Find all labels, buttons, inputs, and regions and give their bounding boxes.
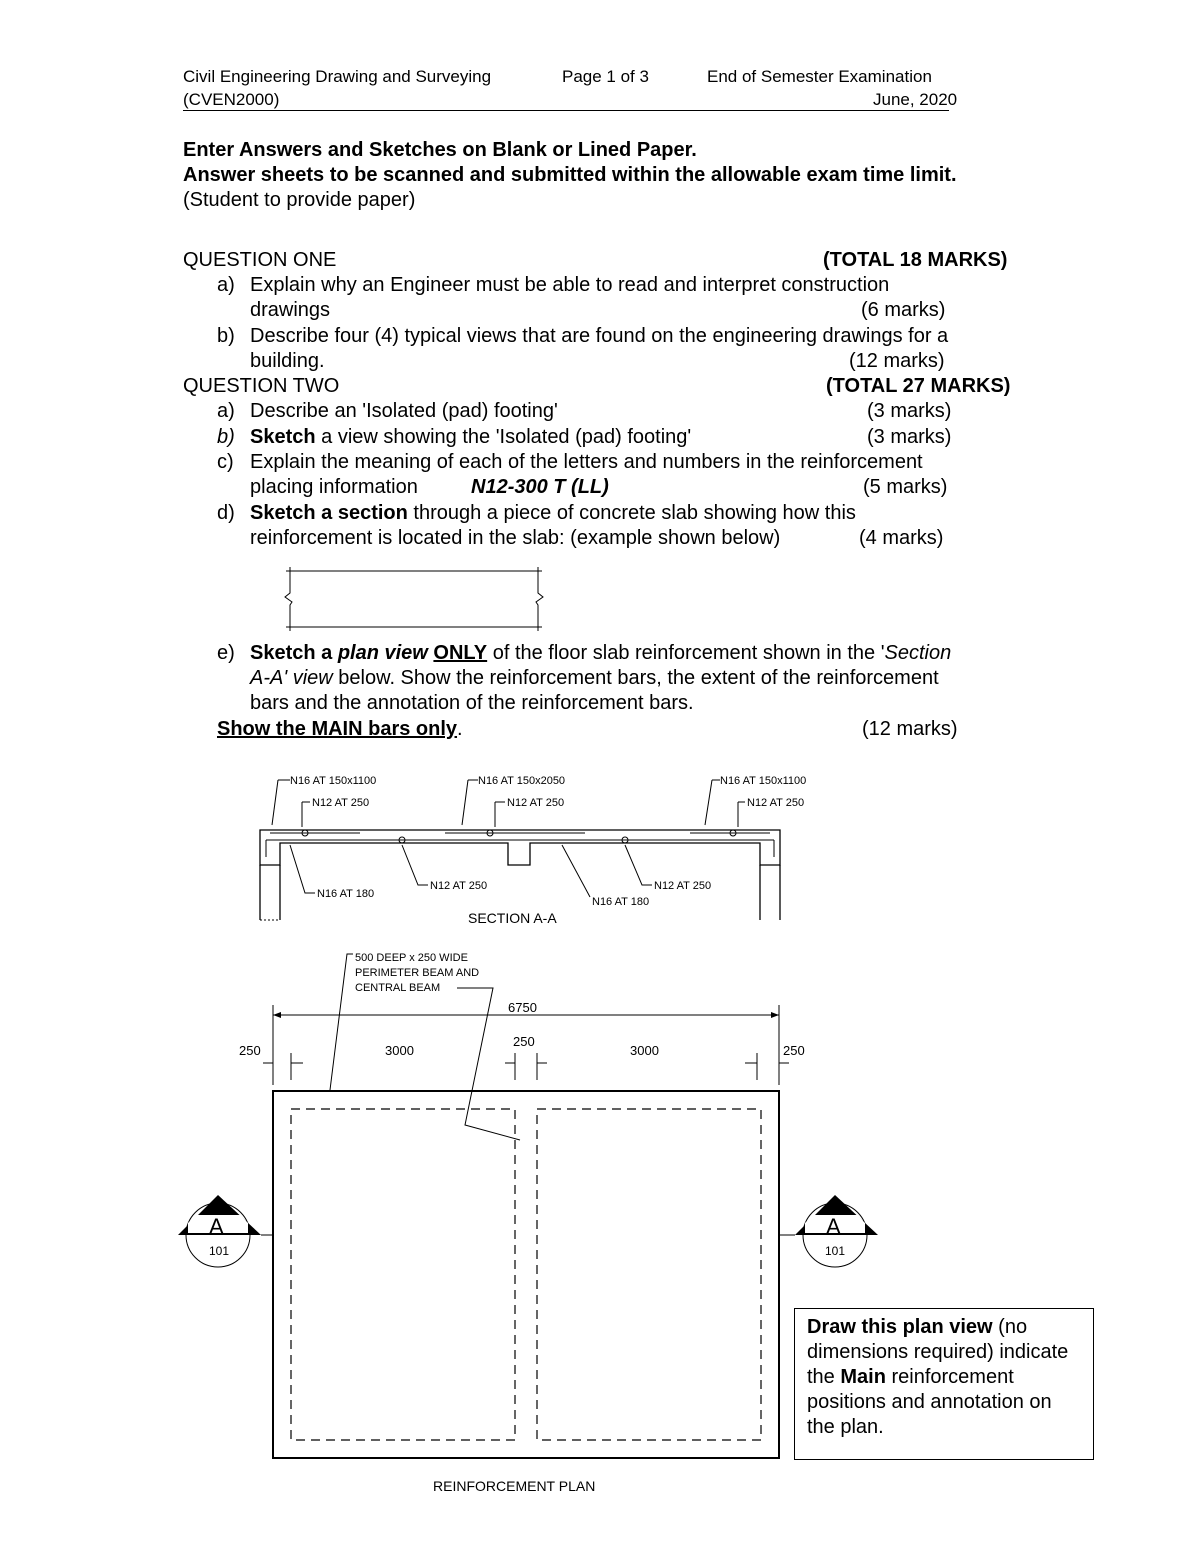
q2-e-show-main [217, 717, 463, 742]
section-marker-letter-left: A [209, 1214, 224, 1239]
q2-d-label: d) [217, 502, 235, 524]
q2-title: QUESTION TWO [183, 375, 340, 397]
q1-a-label: a) [217, 274, 235, 296]
show-main-bars: Show the MAIN bars only [217, 718, 458, 740]
q2-e-marks: (12 marks) [862, 718, 958, 740]
q1-a-line1: Explain why an Engineer must be able to read and interpret construction [250, 274, 890, 296]
note-text-2: reinforcement positions and annotation on the plan. [807, 1366, 1052, 1438]
reinforcement-plan-drawing [175, 945, 895, 1500]
course-title: Civil Engineering Drawing and Surveying [183, 67, 492, 86]
q2-e-italic1: Section [884, 642, 952, 664]
dim-total: 6750 [508, 1000, 537, 1015]
q2-e-italic2: A-A' view [250, 667, 333, 689]
instruction-line-1: Enter Answers and Sketches on Blank or Lined Paper. [183, 139, 697, 161]
section-label-top-6: N12 AT 250 [747, 797, 805, 809]
section-label-bottom-2: N12 AT 250 [430, 880, 488, 892]
header-rule [183, 110, 949, 111]
section-title: SECTION A-A [468, 910, 557, 926]
q2-e-text1: of the floor slab reinforcement shown in the ' [487, 642, 885, 664]
section-label-top-1: N16 AT 150x1100 [290, 775, 377, 787]
plan-note-box [794, 1308, 1094, 1460]
q2-e-bolditalic: plan view [337, 642, 428, 664]
instruction-line-2: Answer sheets to be scanned and submitted within the allowable exam time limit. [183, 164, 957, 186]
q1-b-label: b) [217, 325, 235, 347]
q2-c-line2: placing information [250, 476, 418, 498]
section-label-top-2: N12 AT 250 [312, 797, 370, 809]
note-bold-1: Draw this plan view [807, 1316, 993, 1338]
q1-b-line1: Describe four (4) typical views that are found on the engineering drawings for a [250, 325, 949, 347]
page-number: Page 1 of 3 [562, 67, 649, 86]
note-bold-2: Main [840, 1366, 886, 1388]
q2-d-line1: through a piece of concrete slab showing how this [407, 502, 856, 524]
q2-b-bold: Sketch [250, 426, 316, 448]
dim-mid-beam: 250 [513, 1034, 535, 1049]
q2-d-line2: reinforcement is located in the slab: (example shown below) [250, 527, 781, 549]
q1-total: (TOTAL 18 MARKS) [823, 249, 1008, 271]
q2-e-line1 [250, 641, 951, 666]
q2-d-marks: (4 marks) [859, 527, 944, 549]
q2-b-marks: (3 marks) [867, 426, 952, 448]
q1-a-line2: drawings [250, 299, 331, 321]
q2-a-marks: (3 marks) [867, 400, 952, 422]
q2-total: (TOTAL 27 MARKS) [826, 375, 1011, 397]
q1-a-marks: (6 marks) [861, 299, 946, 321]
note-text-1: (no dimensions required) indicate the [807, 1316, 1069, 1388]
q2-e-text2: below. Show the reinforcement bars, the extent of the reinforcement [332, 667, 939, 689]
q2-b-line [250, 425, 691, 450]
exam-date: June, 2020 [873, 90, 958, 109]
section-label-bottom-1: N16 AT 180 [317, 888, 375, 900]
q2-e-bold1: Sketch a [250, 642, 333, 664]
dim-left-span: 3000 [385, 1043, 414, 1058]
section-label-top-5: N16 AT 150x1100 [720, 775, 807, 787]
section-marker-letter-right: A [826, 1214, 841, 1239]
example-slab-sketch [280, 565, 550, 635]
section-label-bottom-4: N16 AT 180 [592, 896, 650, 908]
beam-note-line-3: CENTRAL BEAM [355, 982, 441, 994]
q2-b-text: a view showing the 'Isolated (pad) footing' [315, 426, 692, 448]
plan-title: REINFORCEMENT PLAN [433, 1478, 596, 1494]
q2-e-line2 [250, 666, 939, 691]
dim-left-beam: 250 [239, 1043, 261, 1058]
q2-d-bold: Sketch a section [250, 502, 408, 524]
show-main-dot: . [457, 718, 463, 740]
course-code: (CVEN2000) [183, 90, 280, 109]
q1-b-line2: building. [250, 350, 325, 372]
section-label-top-4: N12 AT 250 [507, 797, 565, 809]
q2-d-line1-wrap [250, 501, 856, 526]
q2-c-label: c) [217, 451, 234, 473]
q1-b-marks: (12 marks) [849, 350, 945, 372]
q2-e-boldunder: ONLY [433, 642, 488, 664]
section-label-top-3: N16 AT 150x2050 [478, 775, 566, 787]
beam-note-line-2: PERIMETER BEAM AND [355, 967, 480, 979]
q2-c-line1: Explain the meaning of each of the letters and numbers in the reinforcement [250, 451, 923, 473]
q1-title: QUESTION ONE [183, 249, 337, 271]
section-label-bottom-3: N12 AT 250 [654, 880, 712, 892]
dim-right-beam: 250 [783, 1043, 805, 1058]
section-marker-sheet-left: 101 [209, 1244, 230, 1258]
q2-b-label: b) [217, 426, 235, 448]
dim-right-span: 3000 [630, 1043, 659, 1058]
exam-title: End of Semester Examination [707, 67, 932, 86]
q2-c-marks: (5 marks) [863, 476, 948, 498]
section-a-a-drawing [250, 765, 830, 935]
q2-a-text: Describe an 'Isolated (pad) footing' [250, 400, 558, 422]
instruction-line-3: (Student to provide paper) [183, 189, 416, 211]
q2-a-label: a) [217, 400, 235, 422]
q2-e-line3: bars and the annotation of the reinforcement bars. [250, 692, 694, 714]
beam-note-line-1: 500 DEEP x 250 WIDE [355, 952, 468, 964]
section-marker-sheet-right: 101 [825, 1244, 846, 1258]
q2-e-label: e) [217, 642, 235, 664]
q2-c-code: N12-300 T (LL) [471, 476, 609, 498]
